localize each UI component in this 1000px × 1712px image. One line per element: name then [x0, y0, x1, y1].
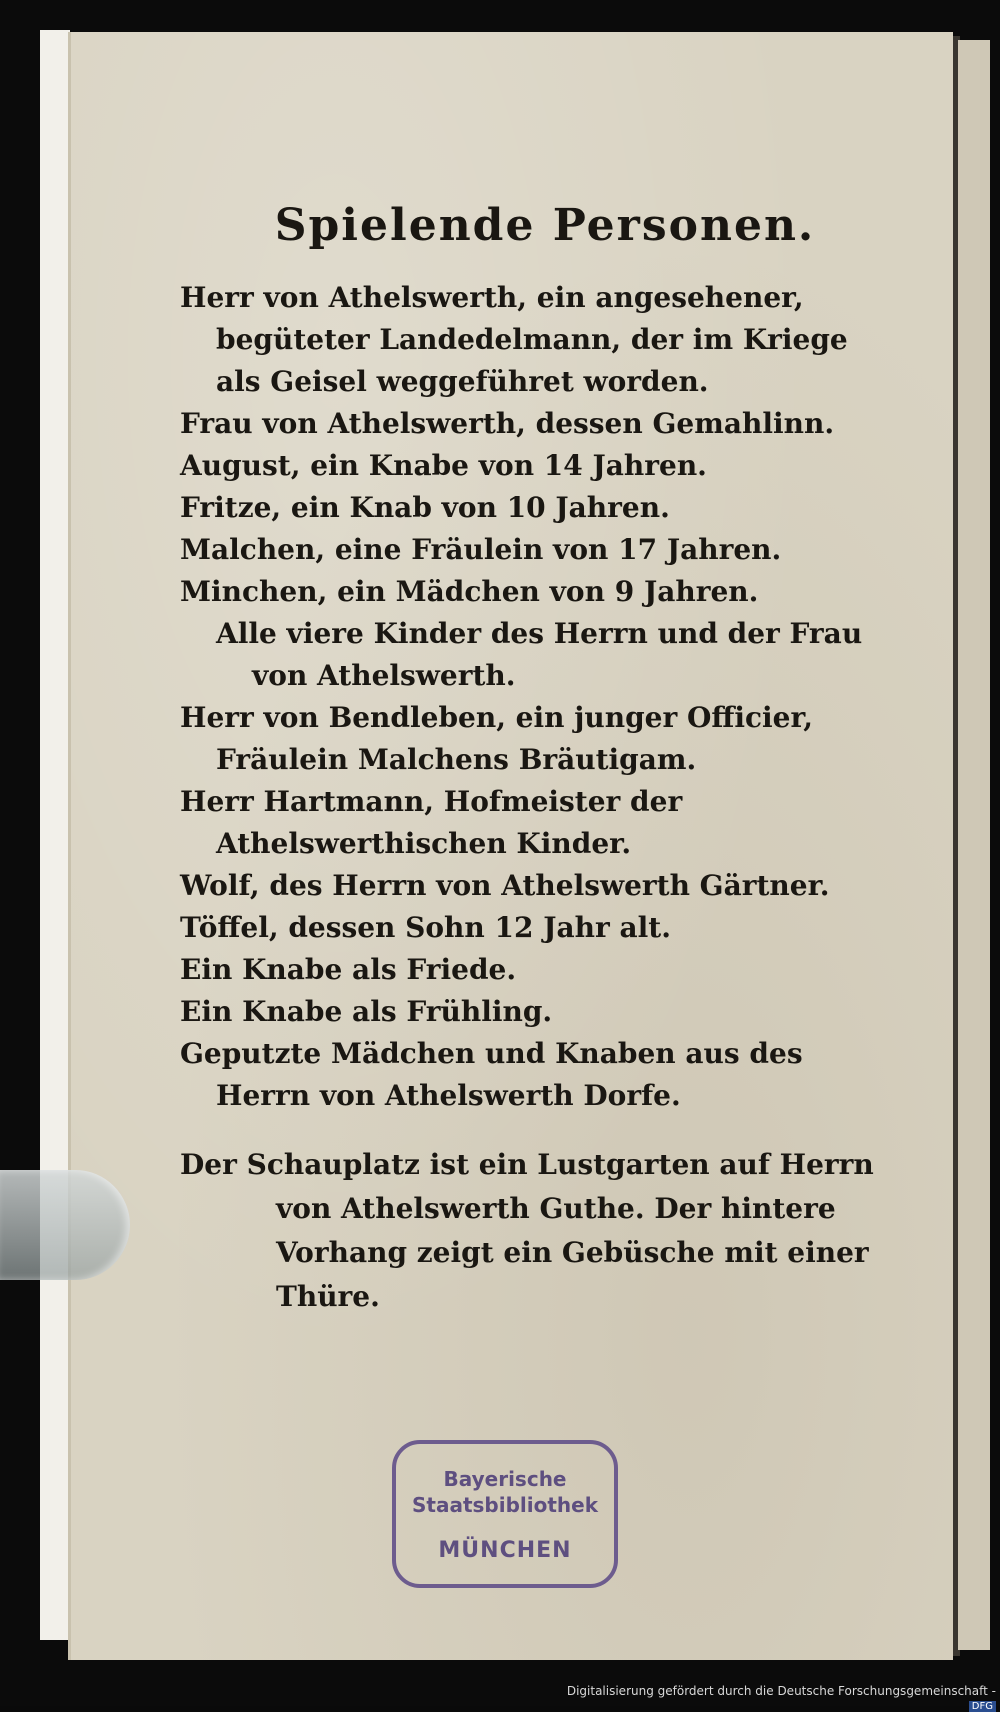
library-stamp	[392, 1440, 618, 1588]
stamp-line-1: Bayerische	[443, 1467, 567, 1491]
cast-entry: Ein Knabe als Friede.	[180, 953, 517, 986]
cast-entry: Geputzte Mädchen und Knaben aus des Herrn von Athelswerth Dorfe.	[180, 1037, 803, 1112]
cast-list	[180, 200, 900, 1347]
stamp-line-2: Staatsbibliothek	[411, 1493, 599, 1517]
cast-entry: Frau von Athelswerth, dessen Gemahlinn.	[180, 407, 835, 440]
digitization-footer	[560, 1684, 1000, 1712]
cast-entry: Herr von Athelswerth, ein angesehener, begüteter Landedelmann, der im Kriege als Geisel weggeführet worden.	[180, 281, 848, 398]
cast-entry: Fritze, ein Knab von 10 Jahren.	[180, 491, 670, 524]
dfg-logo: DFG	[969, 1701, 996, 1712]
cast-entry: Malchen, eine Fräulein von 17 Jahren.	[180, 533, 782, 566]
stamp-line-3: MÜNCHEN	[438, 1538, 572, 1563]
footer-text: Digitalisierung gefördert durch die Deutsche Forschungsgemeinschaft -	[566, 1684, 996, 1698]
cast-entry: Herr Hartmann, Hofmeister der Athelswerthischen Kinder.	[180, 785, 683, 860]
page-spine-edge	[40, 30, 70, 1640]
cast-entry: August, ein Knabe von 14 Jahren.	[180, 449, 707, 482]
cast-entry: Herr von Bendleben, ein junger Officier, Fräulein Malchens Bräutigam.	[180, 701, 813, 776]
cast-entry: Töffel, dessen Sohn 12 Jahr alt.	[180, 911, 671, 944]
cast-entry: Ein Knabe als Frühling.	[180, 995, 553, 1028]
cast-entry: Minchen, ein Mädchen von 9 Jahren.	[180, 575, 759, 608]
cast-note: Alle viere Kinder des Herrn und der Frau von Athelswerth.	[216, 617, 863, 692]
setting-description: Der Schauplatz ist ein Lustgarten auf Herrn von Athelswerth Guthe. Der hintere Vorhang zeigt ein Gebüsche mit einer Thüre.	[180, 1148, 874, 1313]
next-page-edge	[958, 40, 990, 1650]
page-title: Spielende Personen.	[274, 200, 816, 251]
cast-entry: Wolf, des Herrn von Athelswerth Gärtner.	[180, 869, 830, 902]
page-clip	[0, 1170, 130, 1280]
